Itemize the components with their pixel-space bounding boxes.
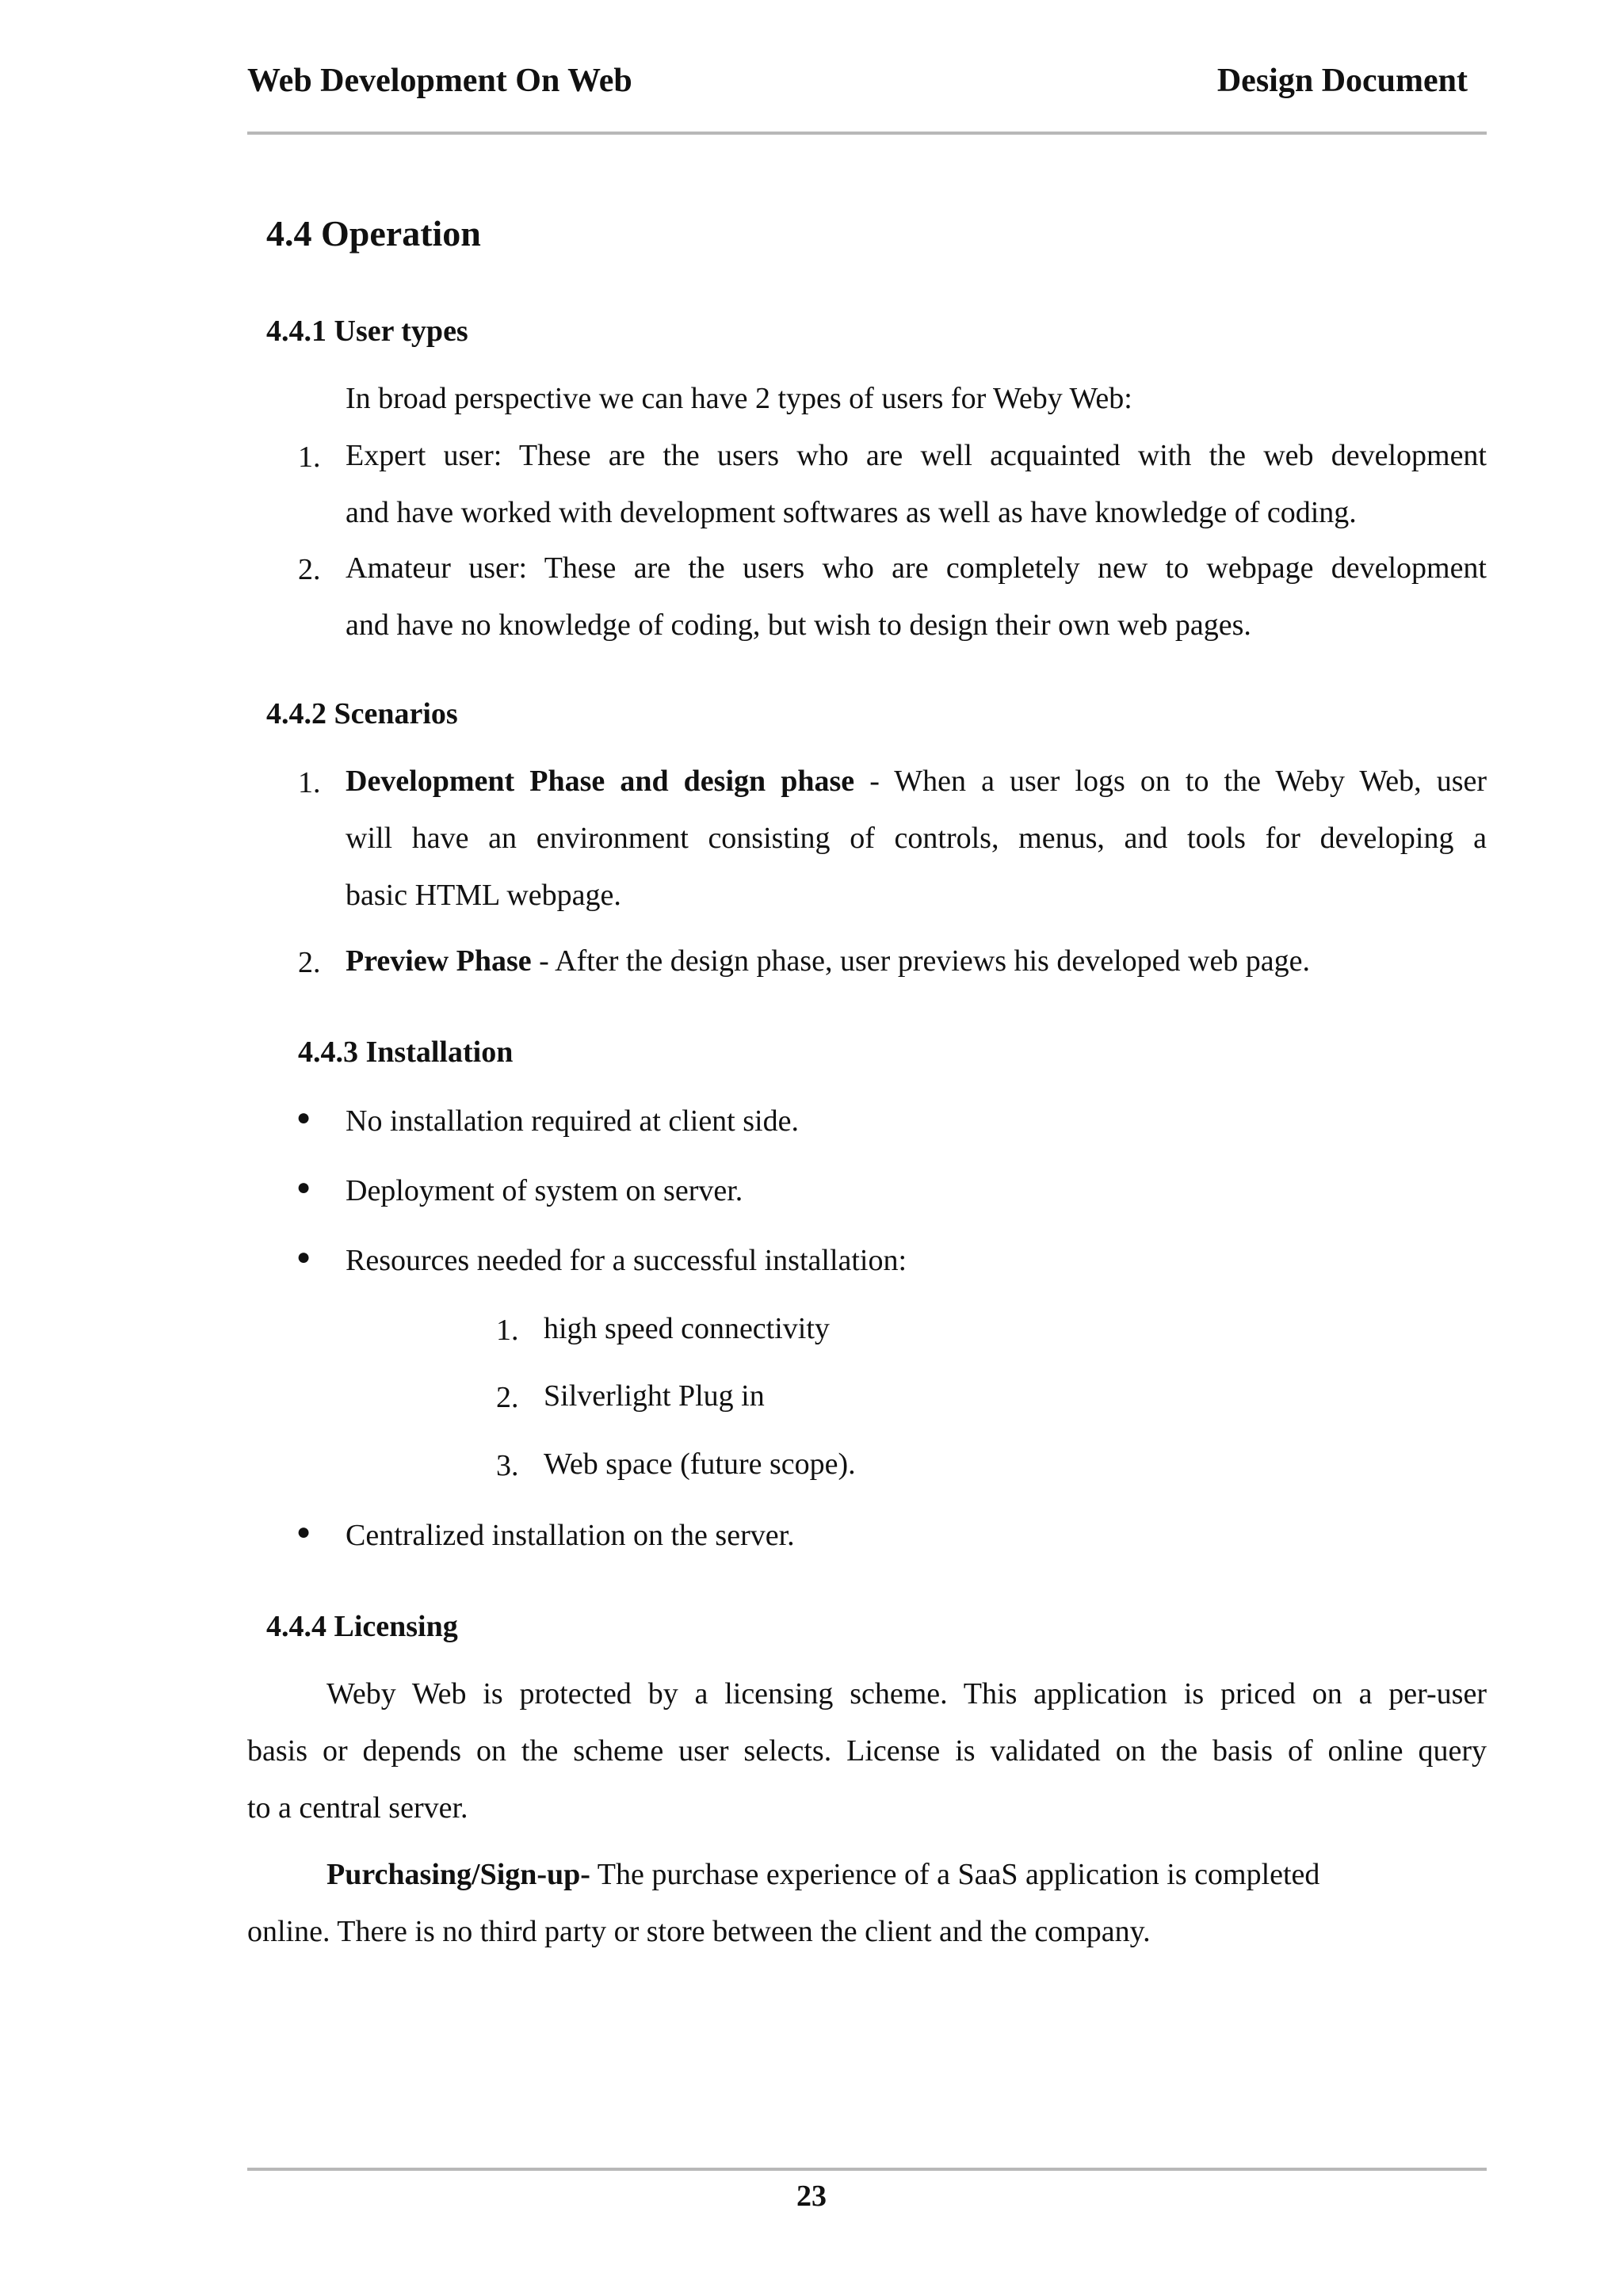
scenario-1-title: Development Phase and design phase <box>346 765 855 798</box>
resource-2-number: 2. <box>496 1381 519 1414</box>
installation-bullet-1: No installation required at client side. <box>346 1104 799 1138</box>
scenario-1-line-1 <box>346 753 1487 810</box>
scenario-1-number: 1. <box>298 766 321 799</box>
scenario-1-description: - When a user logs on to the Weby Web, user <box>854 765 1487 798</box>
installation-bullet-4: Centralized installation on the server. <box>346 1519 795 1552</box>
user-types-intro: In broad perspective we can have 2 types of users for Weby Web: <box>346 382 1132 415</box>
scenario-2-description: - After the design phase, user previews his developed web page. <box>531 944 1311 978</box>
user-type-1-number: 1. <box>298 441 321 474</box>
header-title: Web Development On Web <box>247 63 632 99</box>
licensing-para-1-line-1: Weby Web is protected by a licensing scheme. This application is priced on a per-user <box>327 1677 1487 1711</box>
scenario-1-line-2: will have an environment consisting of controls, menus, and tools for developing a <box>346 822 1487 855</box>
scenario-2-number: 2. <box>298 946 321 979</box>
header-document-type: Design Document <box>1216 63 1468 99</box>
installation-bullet-1-icon: ● <box>296 1104 311 1131</box>
user-type-2-line-2: and have no knowledge of coding, but wish to design their own web pages. <box>346 608 1251 642</box>
resource-2-text: Silverlight Plug in <box>544 1379 765 1413</box>
installation-bullet-3-icon: ● <box>296 1244 311 1270</box>
scenario-1-line-3: basic HTML webpage. <box>346 879 621 912</box>
resource-3-number: 3. <box>496 1449 519 1482</box>
licensing-para-2-line-2: online. There is no third party or store between the client and the company. <box>247 1915 1151 1948</box>
installation-bullet-2-icon: ● <box>296 1174 311 1200</box>
resource-1-text: high speed connectivity <box>544 1312 830 1345</box>
resource-3-text: Web space (future scope). <box>544 1447 856 1481</box>
page-number: 23 <box>796 2180 827 2213</box>
user-type-1-line-2: and have worked with development softwares as well as have knowledge of coding. <box>346 496 1357 529</box>
installation-bullet-3: Resources needed for a successful installation: <box>346 1244 907 1277</box>
user-type-1-line-1: Expert user: These are the users who are well acquainted with the web development <box>346 439 1487 472</box>
licensing-para-2-line-1 <box>327 1846 1319 1903</box>
section-title: 4.4 Operation <box>266 213 481 254</box>
footer-divider <box>247 2168 1487 2171</box>
installation-bullet-4-icon: ● <box>296 1519 311 1545</box>
licensing-heading: 4.4.4 Licensing <box>266 1610 458 1643</box>
installation-heading: 4.4.3 Installation <box>298 1035 514 1069</box>
purchasing-text: The purchase experience of a SaaS application is completed <box>590 1858 1320 1891</box>
scenario-2-line-1 <box>346 933 1310 990</box>
purchasing-label: Purchasing/Sign-up- <box>327 1858 590 1891</box>
header-divider <box>247 132 1487 135</box>
resource-1-number: 1. <box>496 1314 519 1347</box>
scenario-2-title: Preview Phase <box>346 944 532 978</box>
licensing-para-1-line-2: basis or depends on the scheme user selects. License is validated on the basis of online query <box>247 1734 1487 1768</box>
installation-bullet-2: Deployment of system on server. <box>346 1174 743 1207</box>
licensing-para-1-line-3: to a central server. <box>247 1791 468 1825</box>
user-type-2-number: 2. <box>298 553 321 586</box>
user-type-2-line-1: Amateur user: These are the users who are completely new to webpage development <box>346 551 1487 585</box>
scenarios-heading: 4.4.2 Scenarios <box>266 697 458 730</box>
user-types-heading: 4.4.1 User types <box>266 315 468 348</box>
